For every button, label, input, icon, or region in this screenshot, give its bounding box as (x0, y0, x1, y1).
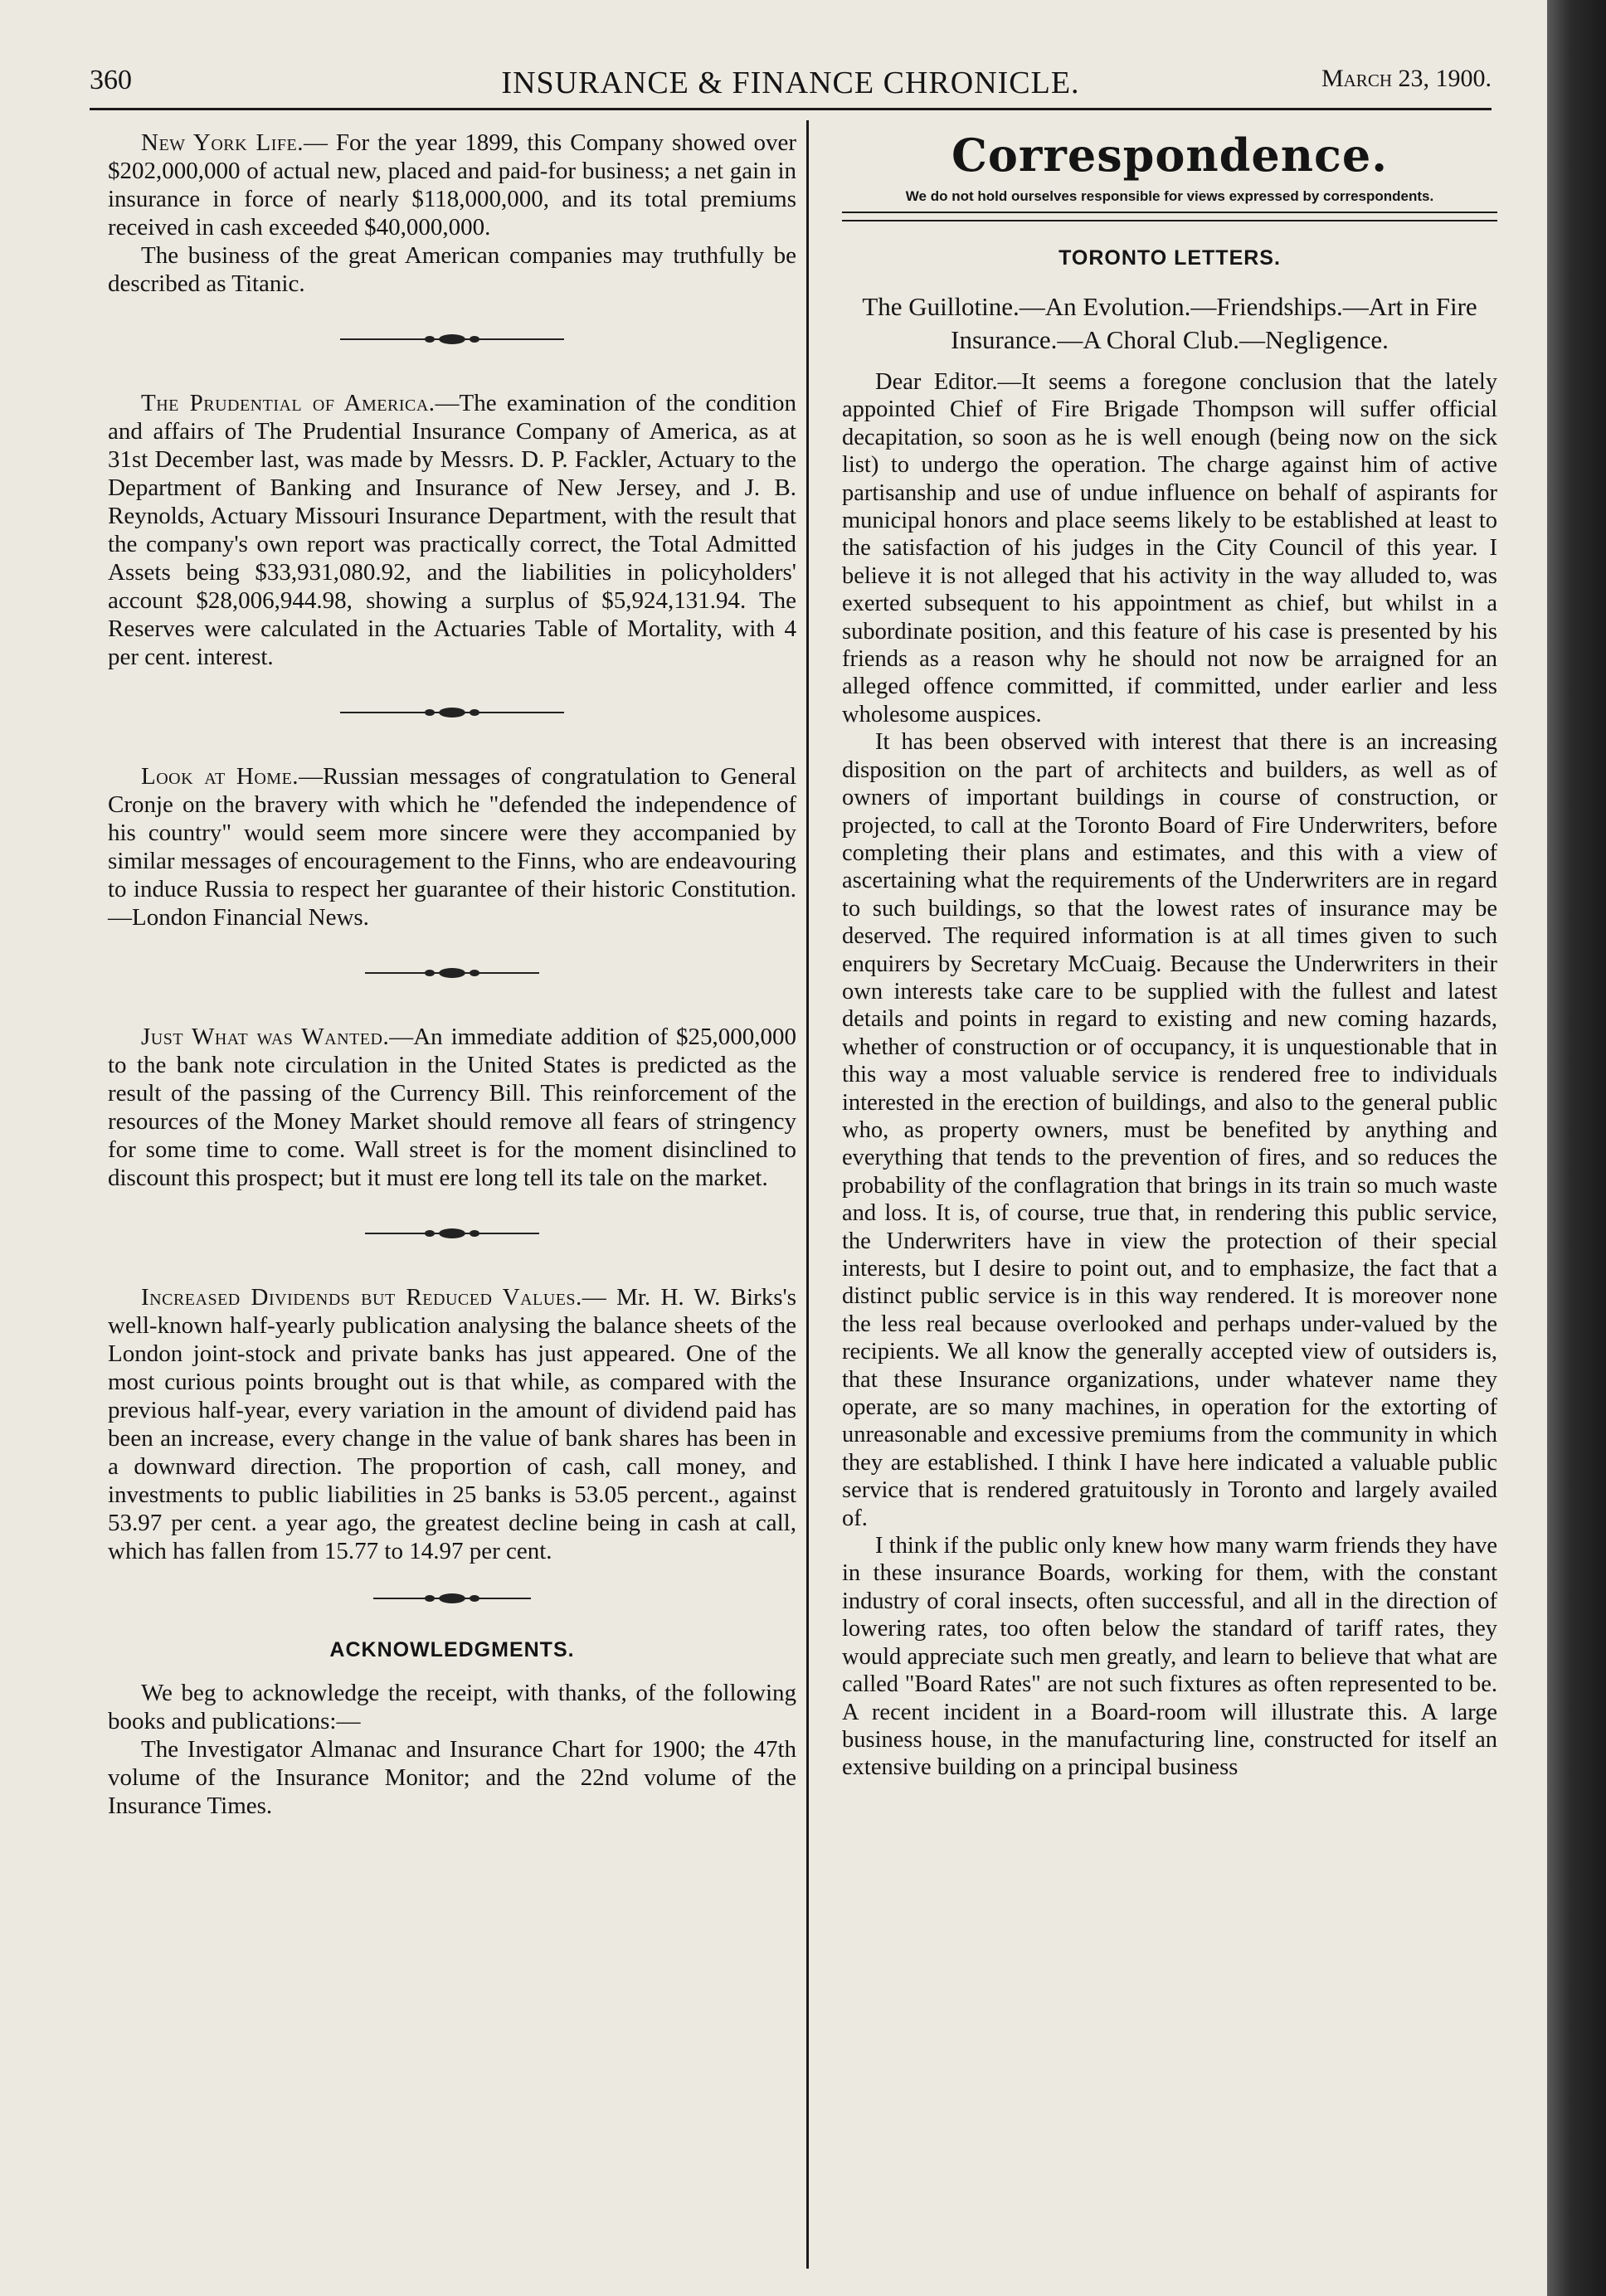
page-number: 360 (90, 65, 132, 95)
ornament-divider (108, 704, 796, 737)
correspondence-title: Correspondence. (951, 129, 1389, 182)
letter-paragraph: It has been observed with interest that there is an increasing disposition on the part of architects and builders, as well as of owners of important buildings in course of construction, or projected, to call at the Toronto Board of Fire Underwriters, before completing their plans and estimates, and this with a view of ascertaining what the requirements of the Underwriters are in regard to such buildings, so that the lowest rates of insurance may be deserved. The required information is at all times given to such enquirers by Secretary McCuaig. Because the Underwriters in their own interests take care to be supplied with the fullest and latest details and points in regard to existing and new coming hazards, whether of construction or of occupancy, it is unquestionable that in this way a most valuable service is rendered free to individuals interested in the erection of buildings, and also to the general public who, as property owners, must be benefited by anything and everything that tends to the prevention of fires, and so reduces the probability of the conflagration that brings in its train so much waste and loss. It is, of course, true that, in rendering this public service, the Underwriters have in view the protection of their special interests, but I desire to point out, and to emphasize, the fact that a distinct public service is in this way rendered. It is moreover none the less real because overlooked and perhaps under-valued by the recipients. We all know the generally accepted view of outsiders is, that these Insurance organizations, under whatever name they operate, are so many machines, in operation for the extorting of unreasonable and excessive premiums from the community in which they are established. I think I have here indicated a valuable public service that is rendered gratuitously in Toronto and largely availed of. (842, 729, 1497, 1531)
toronto-letters-heading: TORONTO LETTERS. (1058, 246, 1281, 270)
article-body: The business of the great American companies may truthfully be described as Titanic. (108, 242, 796, 297)
acknowledgments-list: The Investigator Almanac and Insurance Chart for 1900; the 47th volume of the Insurance Monitor; and the 22nd volume of the Insurance Times. (108, 1736, 796, 1819)
article-lead: New York Life. (141, 129, 304, 156)
article-prudential (108, 389, 796, 671)
column-rule (806, 120, 809, 2269)
header-rule (90, 108, 1492, 110)
article-body: —Russian messages of congratulation to General Cronje on the bravery with which he "defended the independence of his country" would seem more sincere were they accompanied by similar messages of encouragement to the Finns, who are endeavouring to induce Russia to respect her guarantee of their historic Constitution.—London Financial News. (108, 763, 797, 931)
letter-paragraph: Dear Editor.—It seems a foregone conclusion that the lately appointed Chief of Fire Brigade Thompson will suffer official decapitation, so soon as he is well enough (being now on the sick list) to undergo the operation. The charge against him of active partisanship and use of undue influence on behalf of aspirants for municipal honors and place seems likely to be established at least to the satisfaction of his judges in the City Council of this year. I believe it is not alleged that his activity in the way alluded to, was exerted subsequent to his appointment as chief, but whilst in a subordinate position, and this feature of his case is presented by his friends as a reason why he should not now be arraigned for an alleged offence committed, if committed, under earlier and less wholesome auspices. (842, 369, 1497, 727)
running-head (90, 65, 1492, 106)
double-rule (842, 212, 1497, 221)
article-body: —The examination of the condition and affairs of The Prudential Insurance Company of America, as at 31st December last, was made by Messrs. D. P. Fackler, Actuary to the Department of Banking and Insurance of New Jersey, and J. B. Reynolds, Actuary Missouri Insurance Department, with the result that the company's own report was practically correct, the Total Admitted Assets being $33,931,080.92, and the liabilities in policyholders' account $28,006,944.98, showing a surplus of $5,924,131.94. The Reserves were calculated in the Actuaries Table of Mortality, with 4 per cent. interest. (108, 390, 796, 670)
ornament-divider (108, 1590, 796, 1623)
article-just-what-was-wanted (108, 1023, 796, 1192)
ornament-divider (108, 965, 796, 998)
acknowledgments-intro: We beg to acknowledge the receipt, with thanks, of the following books and publications:— (108, 1680, 796, 1734)
article-increased-dividends (108, 1283, 796, 1565)
acknowledgments-heading: ACKNOWLEDGMENTS. (329, 1638, 575, 1661)
issue-date: March 23, 1900. (1321, 65, 1492, 92)
article-lead: The Prudential of America. (141, 390, 436, 416)
letter-paragraph: I think if the public only knew how many warm friends they have in these insurance Boards, working for them, with the constant industry of coral insects, often successful, and all in the direction of lowering rates, too often below the standard of tariff rates, they would appreciate such men greatly, and learn to believe that what are called "Board Rates" are not such fixtures as often represented to be. A recent incident in a Board-room will illustrate this. A large business house, in the manufacturing line, constructed for itself an extensive building on a principal business (842, 1533, 1497, 1781)
article-new-york-life (108, 129, 796, 241)
article-lead: Increased Dividends but Reduced Values. (141, 1284, 582, 1311)
book-spine-shadow (1547, 0, 1606, 2296)
article-body: — Mr. H. W. Birks's well-known half-yearly publication analysing the balance sheets of the London joint-stock and private banks has just appeared. One of the most curious points brought out is that while, as compared with the previous half-year, every variation in the amount of dividend paid has been an increase, every change in the value of bank shares has been in a downward direction. The proportion of cash, call money, and investments to public liabilities in 25 banks is 53.05 percent., against 53.97 per cent. a year ago, the greatest decline being in cash at call, which has fallen from 15.77 to 14.97 per cent. (108, 1284, 796, 1564)
letter-subhead: The Guillotine.—An Evolution.—Friendships.—Art in Fire Insurance.—A Choral Club.—Negligence. (862, 292, 1477, 354)
ornament-divider (108, 1225, 796, 1258)
article-lead: Just What was Wanted. (141, 1024, 390, 1050)
article-look-at-home (108, 762, 796, 932)
correspondence-disclaimer: We do not hold ourselves responsible for views expressed by correspondents. (905, 188, 1434, 204)
ornament-divider (108, 331, 796, 364)
article-lead: Look at Home. (141, 763, 299, 790)
article-body: —An immediate addition of $25,000,000 to the bank note circulation in the United States is predicted as the result of the passing of the Currency Bill. This reinforcement of the resources of the Money Market should remove all fears of stringency for some time to come. Wall street is for the moment disinclined to discount this prospect; but it must ere long tell its tale on the market. (108, 1024, 796, 1191)
right-column (842, 129, 1497, 1782)
publication-title: INSURANCE & FINANCE CHRONICLE. (501, 66, 1080, 100)
article-body: — For the year 1899, this Company showed over $202,000,000 of actual new, placed and paid-for business; a net gain in insurance in force of nearly $118,000,000, and its total premiums received in cash exceeded $40,000,000. (108, 129, 796, 241)
left-column (108, 129, 796, 1820)
